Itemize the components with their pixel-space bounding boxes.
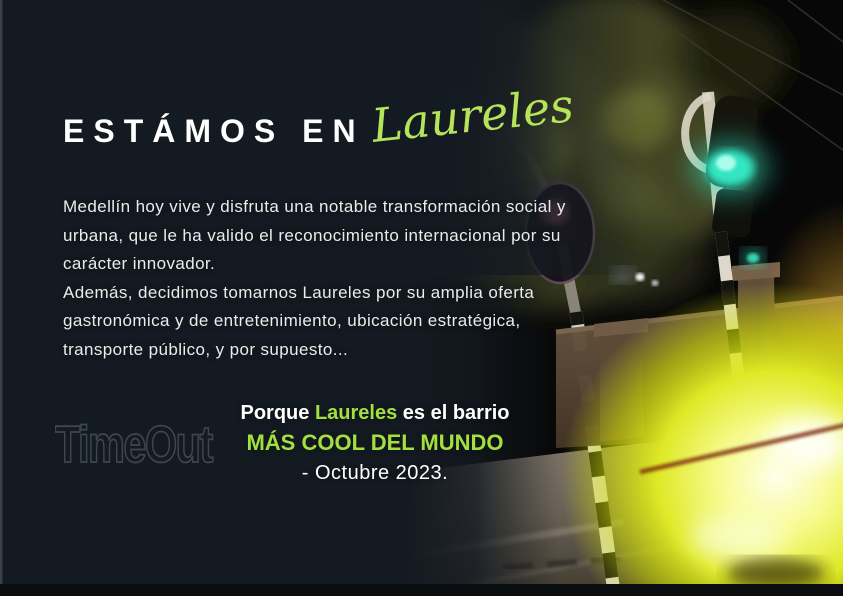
body-line: Medellín hoy vive y disfruta una notable transformación social y bbox=[63, 197, 566, 216]
quote-prefix: Porque bbox=[240, 402, 315, 424]
body-line: Además, decidimos tomarnos Laureles por su amplia oferta bbox=[63, 282, 535, 302]
timeout-logo-text: TimeOut bbox=[55, 414, 212, 474]
page-title: ESTÁMOS EN bbox=[63, 113, 365, 149]
body-line: gastronómica y de entretenimiento, ubicación estratégica, bbox=[63, 311, 521, 330]
timeout-logo-art bbox=[55, 404, 230, 484]
body-line: urbana, que le ha valido el reconocimiento internacional por su bbox=[63, 225, 561, 245]
quote-suffix: es el barrio bbox=[397, 402, 510, 424]
laureles-highlight: Laureles bbox=[314, 402, 398, 424]
quote-date: - Octubre 2023. bbox=[301, 462, 449, 484]
quote-line-1 bbox=[214, 402, 536, 425]
body-line: carácter innovador. bbox=[63, 254, 216, 273]
intro-paragraph bbox=[63, 193, 566, 364]
timeout-quote bbox=[214, 402, 536, 485]
laureles-script-title: Laureles bbox=[369, 77, 577, 153]
quote-line-2: MÁS COOL DEL MUNDO bbox=[246, 430, 504, 455]
body-line: transporte público, y por supuesto... bbox=[63, 339, 349, 359]
timeout-logo bbox=[55, 404, 230, 489]
bottom-black-strip bbox=[0, 584, 843, 596]
